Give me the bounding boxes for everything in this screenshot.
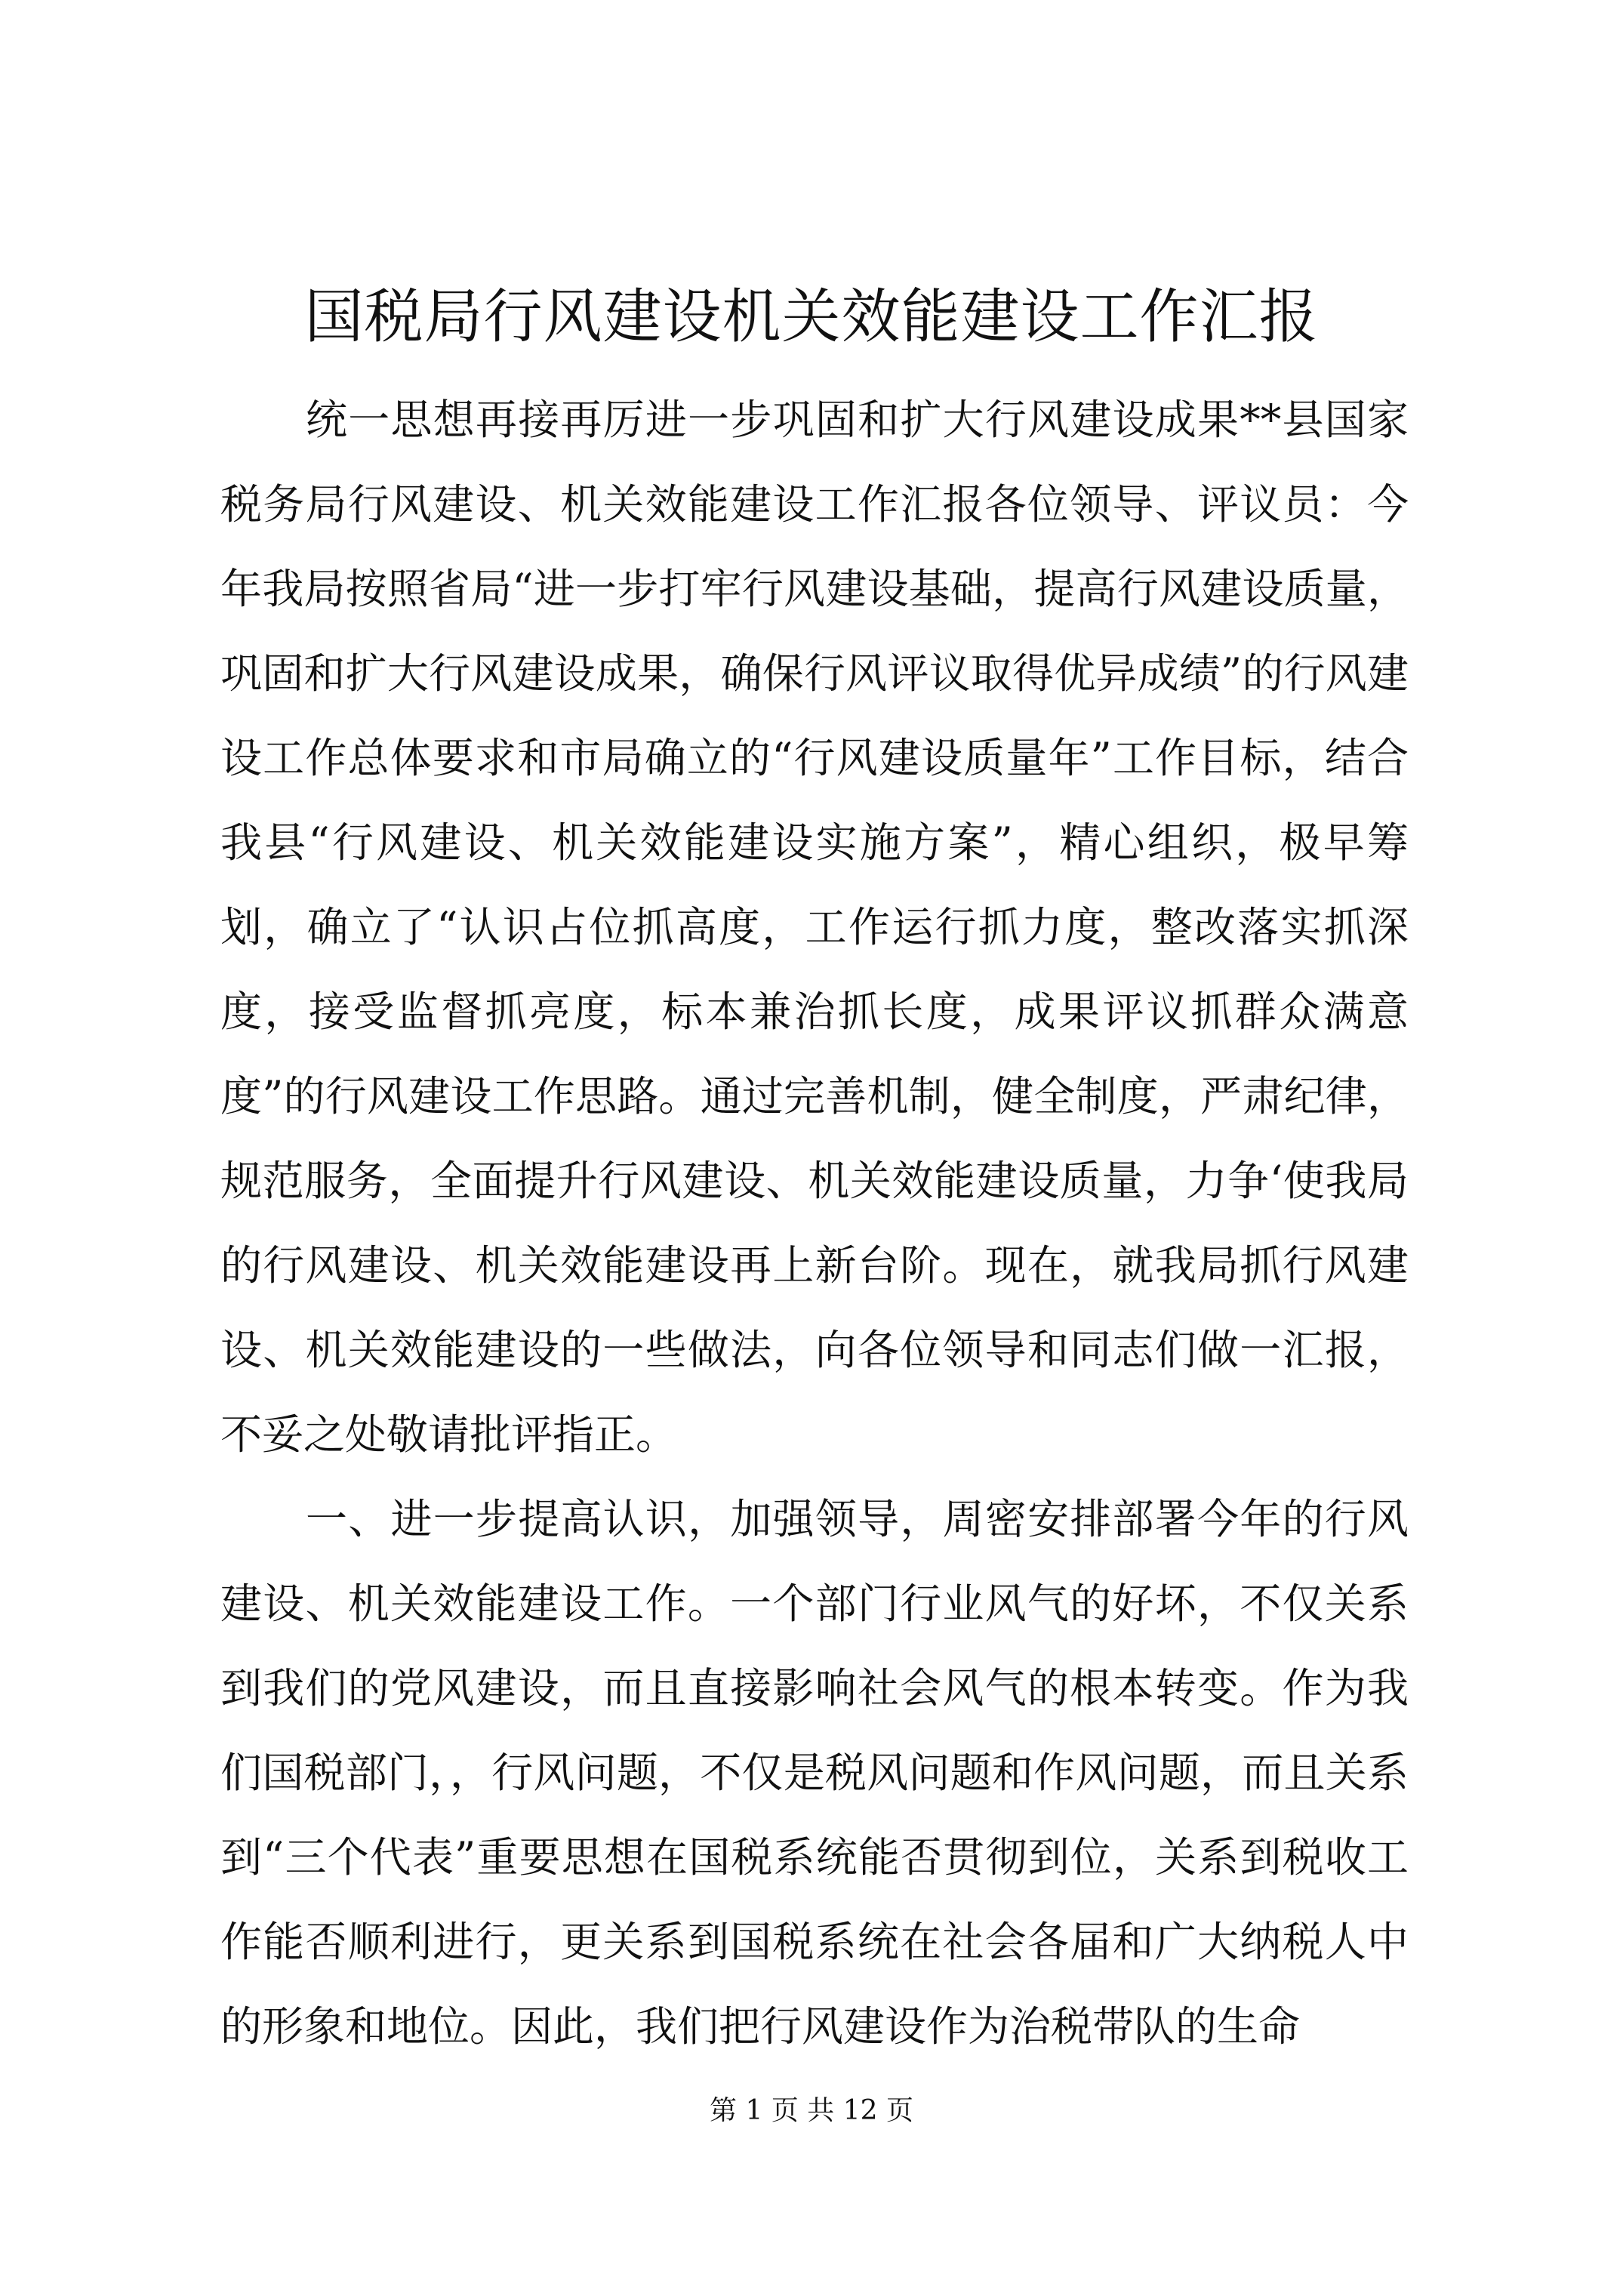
paragraph-intro: 统一思想再接再厉进一步巩固和扩大行风建设成果**县国家税务局行风建设、机关效能建设工作汇报各位领导、评议员：今年我局按照省局“进一步打牢行风建设基础，提高行风建设质量，巩固和扩大行风建设成果，确保行风评议取得优异成绩”的行风建设工作总体要求和市局确立的“行风建设质量年”工作目标，结合我县“行风建设、机关效能建设实施方案”，精心组织，极早筹划，确立了“认识占位抓高度，工作运行抓力度，整改落实抓深度，接受监督抓亮度，标本兼治抓长度，成果评议抓群众满意度”的行风建设工作思路。通过完善机制，健全制度，严肃纪律，规范服务，全面提升行风建设、机关效能建设质量，力争‘使我局的行风建设、机关效能建设再上新台阶。现在，就我局抓行风建设、机关效能建设的一些做法，向各位领导和同志们做一汇报，不妥之处敬请批评指正。 [220, 396, 1409, 1459]
document-title: 国税局行风建设机关效能建设工作汇报 [304, 283, 1319, 351]
document-body [220, 378, 1409, 2069]
page-footer: 第 1 页 共 12 页 [710, 2095, 913, 2126]
paragraph-section-one: 一、进一步提高认识，加强领导，周密安排部署今年的行风建设、机关效能建设工作。一个部门行业风气的好坏，不仅关系到我们的党风建设，而且直接影响社会风气的根本转变。作为我们国税部门，，行风问题，不仅是税风问题和作风问题，而且关系到“三个代表”重要思想在国税系统能否贯彻到位，关系到税收工作能否顺利进行，更关系到国税系统在社会各届和广大纳税人中的形象和地位。因此，我们把行风建设作为治税带队的生命 [220, 1495, 1409, 2051]
